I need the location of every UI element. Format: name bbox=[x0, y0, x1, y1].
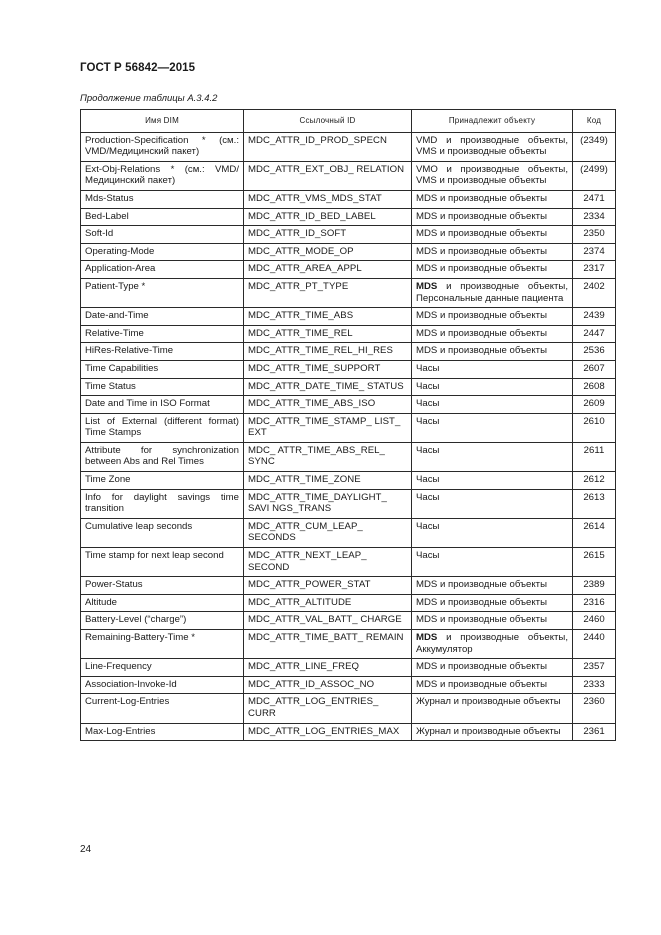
cell-code: 2611 bbox=[573, 442, 616, 471]
table-row bbox=[81, 548, 616, 577]
table-row bbox=[81, 378, 616, 396]
cell-code: 2402 bbox=[573, 278, 616, 307]
cell-code: 2360 bbox=[573, 694, 616, 723]
cell-owner-object: Часы bbox=[412, 442, 573, 471]
cell-reference-id: MDC_ATTR_CUM_LEAP_ SECONDS bbox=[244, 518, 412, 547]
cell-reference-id: MDC_ATTR_TIME_ABS_ISO bbox=[244, 396, 412, 414]
cell-code: 2357 bbox=[573, 659, 616, 677]
cell-reference-id: MDC_ATTR_ID_ASSOC_NO bbox=[244, 676, 412, 694]
column-header-dim-name: Имя DIM bbox=[81, 110, 244, 133]
table-header-row bbox=[81, 110, 616, 133]
cell-owner-object: Часы bbox=[412, 396, 573, 414]
table-row bbox=[81, 694, 616, 723]
table-row bbox=[81, 413, 616, 442]
cell-dim-name: Production-Specification * (см.: VMD/Медицинский пакет) bbox=[81, 132, 244, 161]
cell-dim-name: Current-Log-Entries bbox=[81, 694, 244, 723]
table-row bbox=[81, 343, 616, 361]
cell-reference-id: MDC_ATTR_LOG_ENTRIES_ CURR bbox=[244, 694, 412, 723]
attribute-table bbox=[80, 109, 616, 741]
cell-dim-name: Patient-Type * bbox=[81, 278, 244, 307]
cell-owner-object: MDS и производные объекты bbox=[412, 612, 573, 630]
cell-owner-object: MDS и производные объекты bbox=[412, 226, 573, 244]
owner-object-emphasis: MDS bbox=[416, 632, 438, 643]
cell-owner-object: MDS и производные объекты bbox=[412, 676, 573, 694]
cell-code: 2447 bbox=[573, 325, 616, 343]
cell-dim-name: Soft-Id bbox=[81, 226, 244, 244]
cell-reference-id: MDC_ATTR_ID_PROD_SPECN bbox=[244, 132, 412, 161]
column-header-code: Код bbox=[573, 110, 616, 133]
cell-code: 2615 bbox=[573, 548, 616, 577]
cell-reference-id: MDC_ATTR_TIME_SUPPORT bbox=[244, 360, 412, 378]
cell-reference-id: MDC_ATTR_TIME_ZONE bbox=[244, 472, 412, 490]
table-row bbox=[81, 676, 616, 694]
column-header-reference-id: Ссылочный ID bbox=[244, 110, 412, 133]
cell-code: 2440 bbox=[573, 630, 616, 659]
cell-owner-object bbox=[412, 278, 573, 307]
cell-dim-name: Time Zone bbox=[81, 472, 244, 490]
cell-code: 2536 bbox=[573, 343, 616, 361]
cell-dim-name: Time Status bbox=[81, 378, 244, 396]
cell-dim-name: Info for daylight savings time transition bbox=[81, 489, 244, 518]
cell-dim-name: Relative-Time bbox=[81, 325, 244, 343]
cell-owner-object: Часы bbox=[412, 489, 573, 518]
cell-dim-name: Bed-Label bbox=[81, 208, 244, 226]
table-row bbox=[81, 723, 616, 741]
cell-owner-object: MDS и производные объекты bbox=[412, 343, 573, 361]
cell-owner-object: MDS и производные объекты bbox=[412, 243, 573, 261]
table-row bbox=[81, 208, 616, 226]
cell-reference-id: MDC_ATTR_ID_SOFT bbox=[244, 226, 412, 244]
cell-owner-object: MDS и производные объекты bbox=[412, 190, 573, 208]
owner-object-text: и производные объекты, Персональные данные пациента bbox=[416, 280, 568, 304]
cell-dim-name: Mds-Status bbox=[81, 190, 244, 208]
cell-dim-name: Operating-Mode bbox=[81, 243, 244, 261]
cell-dim-name: Date and Time in ISO Format bbox=[81, 396, 244, 414]
cell-code: 2317 bbox=[573, 261, 616, 279]
cell-owner-object: VMD и производные объекты, VMS и производные объекты bbox=[412, 132, 573, 161]
cell-reference-id: MDC_ATTR_DATE_TIME_ STATUS bbox=[244, 378, 412, 396]
cell-code: 2607 bbox=[573, 360, 616, 378]
table-row bbox=[81, 659, 616, 677]
cell-reference-id: MDC_ATTR_TIME_STAMP_ LIST_ EXT bbox=[244, 413, 412, 442]
cell-dim-name: Max-Log-Entries bbox=[81, 723, 244, 741]
table-row bbox=[81, 308, 616, 326]
cell-code: 2612 bbox=[573, 472, 616, 490]
table-row bbox=[81, 630, 616, 659]
cell-dim-name: Battery-Level (“charge”) bbox=[81, 612, 244, 630]
cell-reference-id: MDC_ATTR_ID_BED_LABEL bbox=[244, 208, 412, 226]
cell-owner-object: MDS и производные объекты bbox=[412, 261, 573, 279]
cell-dim-name: Ext-Obj-Relations * (см.: VMD/ Медицинский пакет) bbox=[81, 161, 244, 190]
cell-owner-object: Часы bbox=[412, 472, 573, 490]
cell-owner-object: Часы bbox=[412, 413, 573, 442]
cell-dim-name: Remaining-Battery-Time * bbox=[81, 630, 244, 659]
cell-reference-id: MDC_ATTR_TIME_ABS bbox=[244, 308, 412, 326]
cell-dim-name: Power-Status bbox=[81, 577, 244, 595]
cell-reference-id: MDC_ATTR_LOG_ENTRIES_MAX bbox=[244, 723, 412, 741]
table-row bbox=[81, 442, 616, 471]
cell-owner-object bbox=[412, 630, 573, 659]
cell-reference-id: MDC_ATTR_TIME_DAYLIGHT_ SAVI NGS_TRANS bbox=[244, 489, 412, 518]
table-caption: Продолжение таблицы А.3.4.2 bbox=[80, 93, 218, 104]
cell-dim-name: Association-Invoke-Id bbox=[81, 676, 244, 694]
cell-dim-name: Attribute for synchronization between Abs and Rel Times bbox=[81, 442, 244, 471]
cell-code: 2610 bbox=[573, 413, 616, 442]
cell-owner-object: MDS и производные объекты bbox=[412, 594, 573, 612]
cell-owner-object: Журнал и производные объекты bbox=[412, 694, 573, 723]
page-number: 24 bbox=[80, 844, 92, 855]
cell-owner-object: MDS и производные объекты bbox=[412, 208, 573, 226]
table-row bbox=[81, 489, 616, 518]
cell-owner-object: Часы bbox=[412, 378, 573, 396]
cell-reference-id: MDC_ATTR_POWER_STAT bbox=[244, 577, 412, 595]
table-row bbox=[81, 243, 616, 261]
table-row bbox=[81, 518, 616, 547]
cell-code: (2499) bbox=[573, 161, 616, 190]
cell-code: 2609 bbox=[573, 396, 616, 414]
table-row bbox=[81, 577, 616, 595]
table-row bbox=[81, 612, 616, 630]
cell-dim-name: Time Capabilities bbox=[81, 360, 244, 378]
cell-dim-name: List of External (different format) Time Stamps bbox=[81, 413, 244, 442]
table-body bbox=[81, 132, 616, 741]
cell-owner-object: Часы bbox=[412, 360, 573, 378]
cell-code: 2460 bbox=[573, 612, 616, 630]
cell-code: (2349) bbox=[573, 132, 616, 161]
cell-code: 2608 bbox=[573, 378, 616, 396]
table-row bbox=[81, 396, 616, 414]
cell-code: 2471 bbox=[573, 190, 616, 208]
cell-owner-object: MDS и производные объекты bbox=[412, 659, 573, 677]
table-row bbox=[81, 360, 616, 378]
cell-code: 2389 bbox=[573, 577, 616, 595]
cell-reference-id: MDC_ATTR_VAL_BATT_ CHARGE bbox=[244, 612, 412, 630]
cell-code: 2333 bbox=[573, 676, 616, 694]
cell-reference-id: MDC_ATTR_VMS_MDS_STAT bbox=[244, 190, 412, 208]
table-row bbox=[81, 278, 616, 307]
cell-dim-name: Cumulative leap seconds bbox=[81, 518, 244, 547]
owner-object-emphasis: MDS bbox=[416, 280, 438, 292]
cell-code: 2374 bbox=[573, 243, 616, 261]
cell-owner-object: Журнал и производные объекты bbox=[412, 723, 573, 741]
cell-reference-id: MDC_ATTR_ALTITUDE bbox=[244, 594, 412, 612]
cell-reference-id: MDC_ATTR_MODE_OP bbox=[244, 243, 412, 261]
cell-owner-object: Часы bbox=[412, 518, 573, 547]
table-row bbox=[81, 190, 616, 208]
cell-reference-id: MDC_ATTR_LINE_FREQ bbox=[244, 659, 412, 677]
cell-reference-id: MDC_ ATTR_TIME_ABS_REL_ SYNC bbox=[244, 442, 412, 471]
table-row bbox=[81, 594, 616, 612]
cell-owner-object: VMO и производные объекты, VMS и производные объекты bbox=[412, 161, 573, 190]
cell-dim-name: Altitude bbox=[81, 594, 244, 612]
cell-owner-object: MDS и производные объекты bbox=[412, 577, 573, 595]
cell-dim-name: Application-Area bbox=[81, 261, 244, 279]
table-row bbox=[81, 261, 616, 279]
cell-reference-id: MDC_ATTR_PT_TYPE bbox=[244, 278, 412, 307]
table-row bbox=[81, 132, 616, 161]
cell-owner-object: Часы bbox=[412, 548, 573, 577]
cell-reference-id: MDC_ATTR_TIME_REL bbox=[244, 325, 412, 343]
cell-dim-name: HiRes-Relative-Time bbox=[81, 343, 244, 361]
standard-title: ГОСТ Р 56842—2015 bbox=[80, 62, 196, 74]
cell-dim-name: Date-and-Time bbox=[81, 308, 244, 326]
cell-code: 2361 bbox=[573, 723, 616, 741]
cell-code: 2613 bbox=[573, 489, 616, 518]
cell-owner-object: MDS и производные объекты bbox=[412, 308, 573, 326]
cell-dim-name: Time stamp for next leap second bbox=[81, 548, 244, 577]
column-header-owner-object: Принадлежит объекту bbox=[412, 110, 573, 133]
cell-reference-id: MDC_ATTR_TIME_REL_HI_RES bbox=[244, 343, 412, 361]
cell-code: 2316 bbox=[573, 594, 616, 612]
table-row bbox=[81, 161, 616, 190]
cell-owner-object: MDS и производные объекты bbox=[412, 325, 573, 343]
table-row bbox=[81, 325, 616, 343]
owner-object-text: и производные объекты, Аккумулятор bbox=[416, 632, 568, 655]
cell-code: 2614 bbox=[573, 518, 616, 547]
cell-reference-id: MDC_ATTR_EXT_OBJ_ RELATION bbox=[244, 161, 412, 190]
cell-reference-id: MDC_ATTR_TIME_BATT_ REMAIN bbox=[244, 630, 412, 659]
table-row bbox=[81, 226, 616, 244]
cell-code: 2439 bbox=[573, 308, 616, 326]
cell-dim-name: Line-Frequency bbox=[81, 659, 244, 677]
cell-reference-id: MDC_ATTR_AREA_APPL bbox=[244, 261, 412, 279]
cell-code: 2334 bbox=[573, 208, 616, 226]
cell-code: 2350 bbox=[573, 226, 616, 244]
table-row bbox=[81, 472, 616, 490]
cell-reference-id: MDC_ATTR_NEXT_LEAP_ SECOND bbox=[244, 548, 412, 577]
